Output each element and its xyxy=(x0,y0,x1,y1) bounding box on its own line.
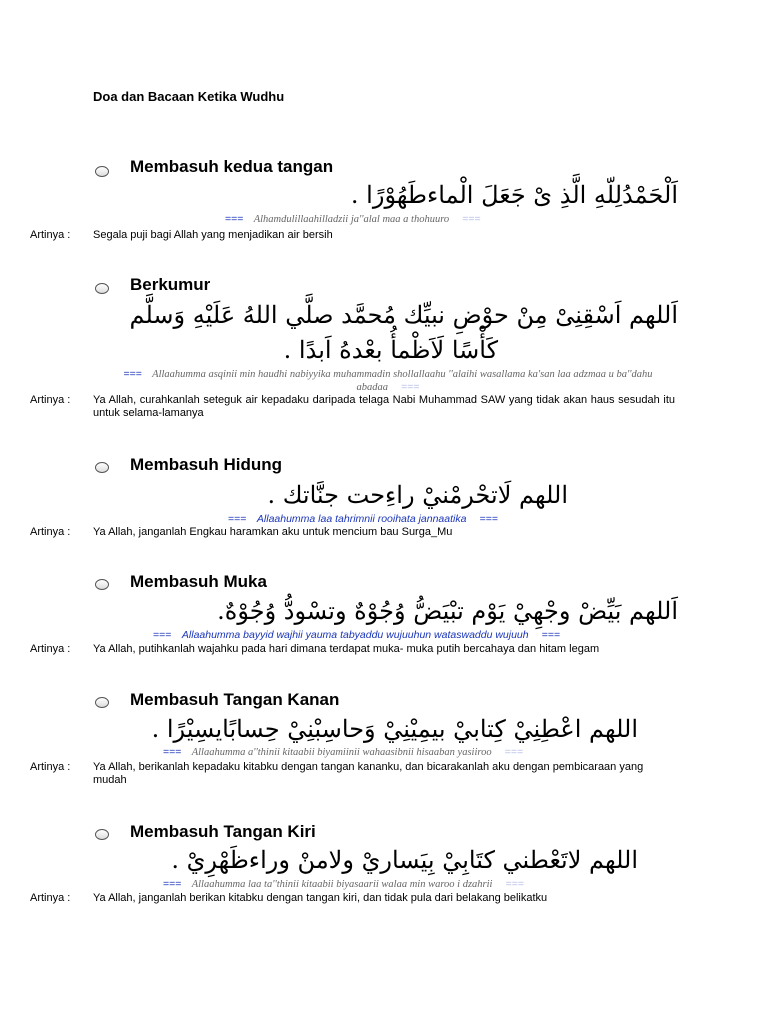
transliteration-text: Allaahumma a''thinii kitaabii biyamiinii wahaasibnii hisaaban yasiiroo xyxy=(191,747,492,758)
artinya-label: Artinya : xyxy=(30,892,71,904)
transliteration xyxy=(163,878,524,890)
separator-right: === xyxy=(541,629,561,641)
artinya-label: Artinya : xyxy=(30,526,71,538)
arabic-prayer: اللهم لَاتحْرمْنيْ راءِحت جنَّاتك . xyxy=(267,481,568,509)
transliteration xyxy=(153,629,560,641)
radio-bullet-icon xyxy=(95,579,109,590)
section-heading: Membasuh Tangan Kiri xyxy=(130,822,316,841)
transliteration xyxy=(228,513,498,525)
separator-left: === xyxy=(228,513,247,525)
separator-left: === xyxy=(153,629,172,641)
artinya-label: Artinya : xyxy=(30,394,71,406)
meaning-text: Ya Allah, putihkanlah wajahku pada hari dimana terdapat muka- muka putih bercahaya dan hitam legam xyxy=(93,643,600,655)
transliteration-text: Allaahumma laa ta''thinii kitaabii biyasaarii walaa min waroo i dzahrii xyxy=(191,879,493,890)
arabic-prayer: اللهم اعْطِنِيْ كِتابيْ بيمِيْنِيْ وَحاسِبْنِيْ حِسابًايسِيْرًا . xyxy=(151,715,638,743)
section-heading: Membasuh Tangan Kanan xyxy=(130,690,340,709)
separator-left: === xyxy=(163,746,182,758)
arabic-prayer-line-2: كَأْسًا لَاَظْمأُ بعْدهُ اَبدًا . xyxy=(283,336,498,364)
artinya-label: Artinya : xyxy=(30,643,71,655)
separator-left: === xyxy=(225,213,244,225)
artinya-label: Artinya : xyxy=(30,229,71,241)
transliteration xyxy=(225,213,481,225)
separator-left: === xyxy=(163,878,182,890)
separator-right: === xyxy=(505,878,524,890)
meaning-text: Ya Allah, berikanlah kepadaku kitabku dengan tangan kananku, dan bicarakanlah aku dengan pembicaraan yang mudah xyxy=(93,761,644,786)
meaning-text: Ya Allah, janganlah Engkau haramkan aku untuk mencium bau Surga_Mu xyxy=(93,526,453,538)
arabic-prayer: اللهم لاتَعْطني كتَابِيْ بِيَساريْ ولامنْ وراءظَهْرِيْ . xyxy=(171,846,638,874)
meaning-text: Ya Allah, curahkanlah seteguk air kepadaku daripada telaga Nabi Muhammad SAW yang tidak akan haus sesudah itu untuk selama-lamanya xyxy=(93,394,675,419)
radio-bullet-icon xyxy=(95,462,109,473)
artinya-label: Artinya : xyxy=(30,761,71,773)
arabic-prayer: اَلْحَمْدُلِلّهِ الَّذِ ىْ جَعَلَ الْماءطَهُوْرًا . xyxy=(350,181,678,209)
section-heading: Membasuh kedua tangan xyxy=(130,157,334,176)
meaning-text: Segala puji bagi Allah yang menjadikan air bersih xyxy=(93,229,333,241)
section-heading: Berkumur xyxy=(130,275,211,294)
separator-right: === xyxy=(401,381,420,393)
radio-bullet-icon xyxy=(95,829,109,840)
radio-bullet-icon xyxy=(95,697,109,708)
arabic-prayer-line-1: اَللهم اَسْقِنِىْ مِنْ حوْضِ نبيِّك مُحمَّد صلَّي اللهُ عَلَيْهِ وَسلَّم xyxy=(129,301,678,329)
transliteration xyxy=(163,746,523,758)
separator-right: === xyxy=(504,746,524,758)
separator-left: === xyxy=(123,368,142,380)
page-title: Doa dan Bacaan Ketika Wudhu xyxy=(93,89,285,104)
separator-right: === xyxy=(479,513,498,525)
section-heading: Membasuh Hidung xyxy=(130,455,283,474)
transliteration-text: Alhamdulillaahilladzii ja''alal maa a thohuuro xyxy=(253,214,450,225)
section-heading: Membasuh Muka xyxy=(130,572,267,591)
transliteration-text: Allaahumma bayyid wajhii yauma tabyaddu wujuuhun wataswaddu wujuuh xyxy=(181,629,529,641)
transliteration-text: Allaahumma asqinii min haudhi nabiyyika muhammadin shollallaahu ''alaihi wasallama ka'san laa adzmaa u ba''dahu abadaa xyxy=(152,369,653,393)
arabic-prayer: اَللهم بَيِّضْ وجْهِيْ يَوْم تبْيَضُّ وُجُوْهٌ وتسْودُّ وُجُوْهٌ. xyxy=(217,597,678,625)
radio-bullet-icon xyxy=(95,166,109,177)
transliteration-text: Allaahumma laa tahrimnii rooihata jannaatika xyxy=(256,513,467,525)
separator-right: === xyxy=(462,213,481,225)
meaning-text: Ya Allah, janganlah berikan kitabku dengan tangan kiri, dan tidak pula dari belakang belikatku xyxy=(93,892,548,904)
radio-bullet-icon xyxy=(95,283,109,294)
transliteration xyxy=(108,368,668,394)
